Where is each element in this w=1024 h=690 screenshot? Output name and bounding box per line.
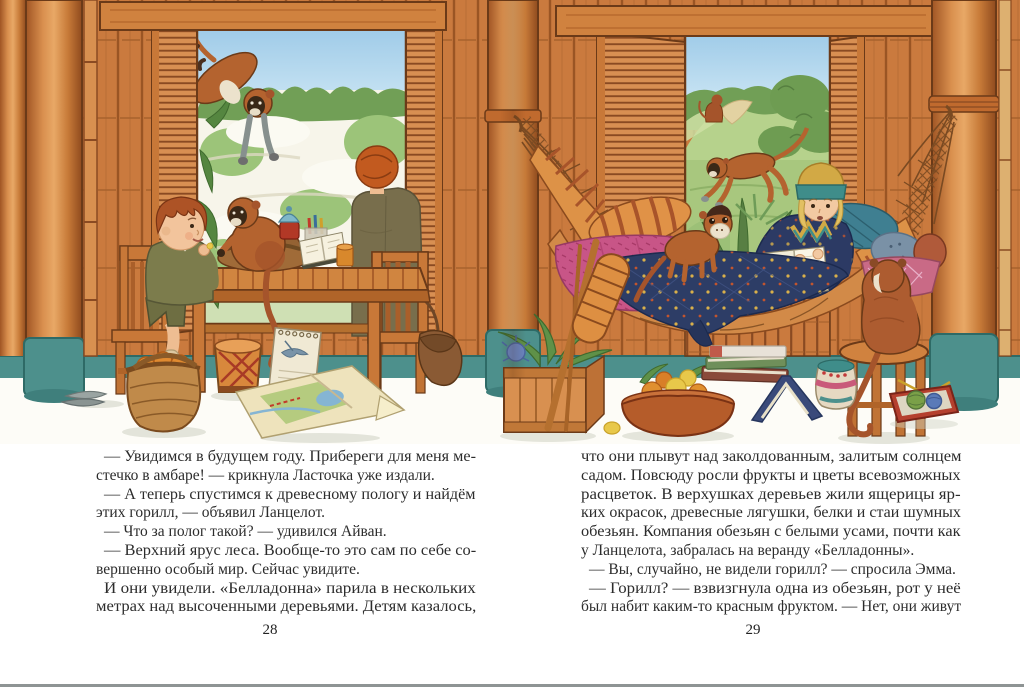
text-line: стечко в амбаре! — крикнула Ласточка уже издали. [96, 466, 435, 484]
text-line: у Ланцелота, забралась на веранду «Белладонны». [581, 541, 915, 559]
text-line: — Верхний ярус леса. Вообще-то это сам по себе со- [104, 541, 477, 559]
text-line: расцветок. В верхушках деревьев жили ящерицы яр- [581, 485, 961, 503]
page-28-text [96, 448, 476, 617]
page-number-left: 28 [262, 622, 278, 638]
round-basket [816, 360, 857, 409]
text-line: был набит каким-то красным фруктом. — Нет, они живут [581, 598, 962, 616]
text-line: ких окрасок, древесные лягушки, белки и стаи шумных [581, 504, 961, 522]
text-line: — Вы, случайно, не видели горилл? — спросила Эмма. [589, 560, 956, 578]
page-bottom-edge [0, 684, 1024, 687]
text-line: этих горилл, — объявил Ланцелот. [96, 504, 325, 522]
right-lintel-beam [556, 6, 936, 36]
text-line: И они увидели. «Белладонна» парила в нескольких [104, 579, 476, 597]
left-lintel-beam [100, 2, 446, 30]
orange-cup [337, 244, 353, 266]
text-line: — Что за полог такой? — удивился Айван. [104, 523, 387, 541]
fruit-basket [126, 352, 200, 432]
book-stack [702, 346, 788, 383]
page-number-right: 29 [745, 622, 761, 638]
text-line: садом. Повсюду росли фрукты и цветы всевозможных [581, 466, 961, 484]
text-line: — Увидимся в будущем году. Прибереги для меня ме- [104, 448, 477, 465]
text-line: обезьян. Компания обезьян с белыми усами, почти как [581, 523, 961, 541]
drum-basket [215, 339, 261, 392]
page-29-text [581, 448, 961, 617]
text-line: — А теперь спустимся к древесному пологу и найдём [104, 485, 476, 503]
text-line: метрах над высоченными деревьями. Детям казалось, [96, 598, 477, 616]
text-line: что они плывут над заколдованным, залитым солнцем [581, 448, 962, 465]
right-window-shutter-left [597, 32, 685, 216]
text-line: — Горилл? — взвизгнула одна из обезьян, рот у неё [589, 579, 961, 597]
text-line: вершенно особый мир. Сейчас увидите. [96, 560, 360, 578]
left-posts [0, 0, 97, 403]
spread-gutter-shadow [500, 0, 526, 378]
right-post [929, 0, 1011, 411]
